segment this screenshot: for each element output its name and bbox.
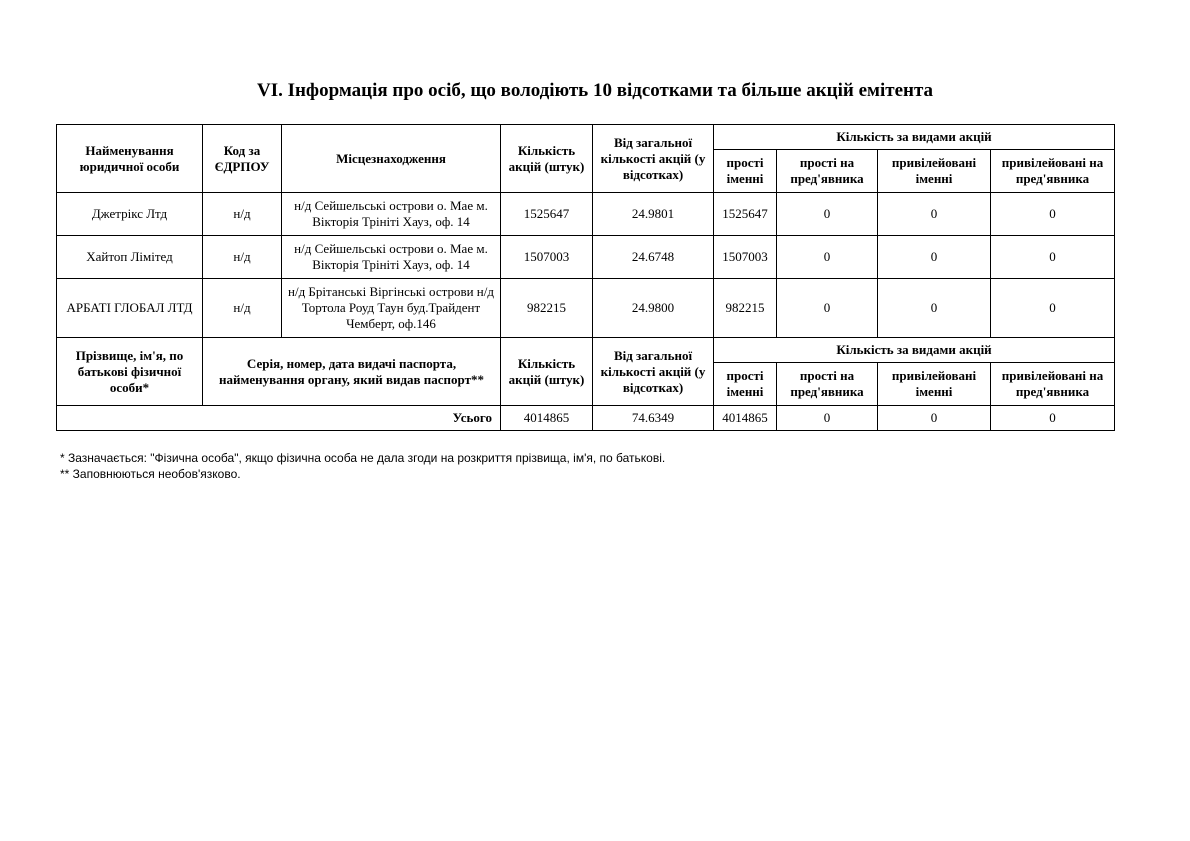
cell-simple-bearer: 0 xyxy=(777,193,878,236)
cell-pref-bearer: 0 xyxy=(991,236,1115,279)
cell-simple-named: 1525647 xyxy=(714,193,777,236)
header-pref-bearer: привілейовані на пред'явника xyxy=(991,150,1115,193)
header-person-name: Прізвище, ім'я, по батькові фізичної особи* xyxy=(57,338,203,406)
cell-simple-bearer: 0 xyxy=(777,279,878,338)
cell-edrpou: н/д xyxy=(203,236,282,279)
legal-header-row-1 xyxy=(57,125,1115,150)
cell-edrpou: н/д xyxy=(203,193,282,236)
cell-percent: 24.9801 xyxy=(593,193,714,236)
header-person-simple-named: прості іменні xyxy=(714,363,777,406)
total-percent: 74.6349 xyxy=(593,406,714,431)
header-by-type: Кількість за видами акцій xyxy=(714,125,1115,150)
header-person-by-type: Кількість за видами акцій xyxy=(714,338,1115,363)
cell-pref-named: 0 xyxy=(878,279,991,338)
header-simple-bearer: прості на пред'явника xyxy=(777,150,878,193)
header-pref-named: привілейовані іменні xyxy=(878,150,991,193)
cell-edrpou: н/д xyxy=(203,279,282,338)
cell-shares: 982215 xyxy=(501,279,593,338)
header-person-pref-bearer: привілейовані на пред'явника xyxy=(991,363,1115,406)
cell-pref-named: 0 xyxy=(878,236,991,279)
header-percent: Від загальної кількості акцій (у відсотках) xyxy=(593,125,714,193)
cell-simple-named: 1507003 xyxy=(714,236,777,279)
cell-shares: 1525647 xyxy=(501,193,593,236)
total-shares: 4014865 xyxy=(501,406,593,431)
footnote: ** Заповнюються необов'язково. xyxy=(60,467,241,481)
shareholders-table xyxy=(56,124,1115,431)
cell-pref-bearer: 0 xyxy=(991,279,1115,338)
header-person-shares-count: Кількість акцій (штук) xyxy=(501,338,593,406)
header-location: Місцезнаходження xyxy=(282,125,501,193)
table-row xyxy=(57,193,1115,236)
cell-name: Джетрікс Лтд xyxy=(57,193,203,236)
cell-location: н/д Сейшельські острови о. Мае м. Вікторія Трініті Хауз, оф. 14 xyxy=(282,193,501,236)
table-row xyxy=(57,279,1115,338)
cell-location: н/д Брітанські Віргінські острови н/д Тортола Роуд Таун буд.Трайдент Чемберт, оф.146 xyxy=(282,279,501,338)
page-title: VI. Інформація про осіб, що володіють 10 відсотками та більше акцій емітента xyxy=(256,80,934,101)
table-row xyxy=(57,236,1115,279)
total-pref-bearer: 0 xyxy=(991,406,1115,431)
footnotes xyxy=(60,450,665,482)
header-simple-named: прості іменні xyxy=(714,150,777,193)
cell-name: Хайтоп Лімітед xyxy=(57,236,203,279)
cell-simple-named: 982215 xyxy=(714,279,777,338)
cell-pref-named: 0 xyxy=(878,193,991,236)
header-person-simple-bearer: прості на пред'явника xyxy=(777,363,878,406)
total-simple-named: 4014865 xyxy=(714,406,777,431)
header-edrpou: Код за ЄДРПОУ xyxy=(203,125,282,193)
header-shares-count: Кількість акцій (штук) xyxy=(501,125,593,193)
cell-shares: 1507003 xyxy=(501,236,593,279)
header-passport: Серія, номер, дата видачі паспорта, найменування органу, який видав паспорт** xyxy=(203,338,501,406)
cell-name: АРБАТІ ГЛОБАЛ ЛТД xyxy=(57,279,203,338)
total-label: Усього xyxy=(57,406,501,431)
cell-pref-bearer: 0 xyxy=(991,193,1115,236)
cell-simple-bearer: 0 xyxy=(777,236,878,279)
cell-percent: 24.6748 xyxy=(593,236,714,279)
person-header-row-1 xyxy=(57,338,1115,363)
total-row xyxy=(57,406,1115,431)
total-pref-named: 0 xyxy=(878,406,991,431)
total-simple-bearer: 0 xyxy=(777,406,878,431)
footnote: * Зазначається: "Фізична особа", якщо фізична особа не дала згоди на розкриття прізвища, ім'я, по батькові. xyxy=(60,451,666,465)
header-person-pref-named: привілейовані іменні xyxy=(878,363,991,406)
header-person-percent: Від загальної кількості акцій (у відсотках) xyxy=(593,338,714,406)
header-name: Найменування юридичної особи xyxy=(57,125,203,193)
cell-location: н/д Сейшельські острови о. Мае м. Вікторія Трініті Хауз, оф. 14 xyxy=(282,236,501,279)
cell-percent: 24.9800 xyxy=(593,279,714,338)
